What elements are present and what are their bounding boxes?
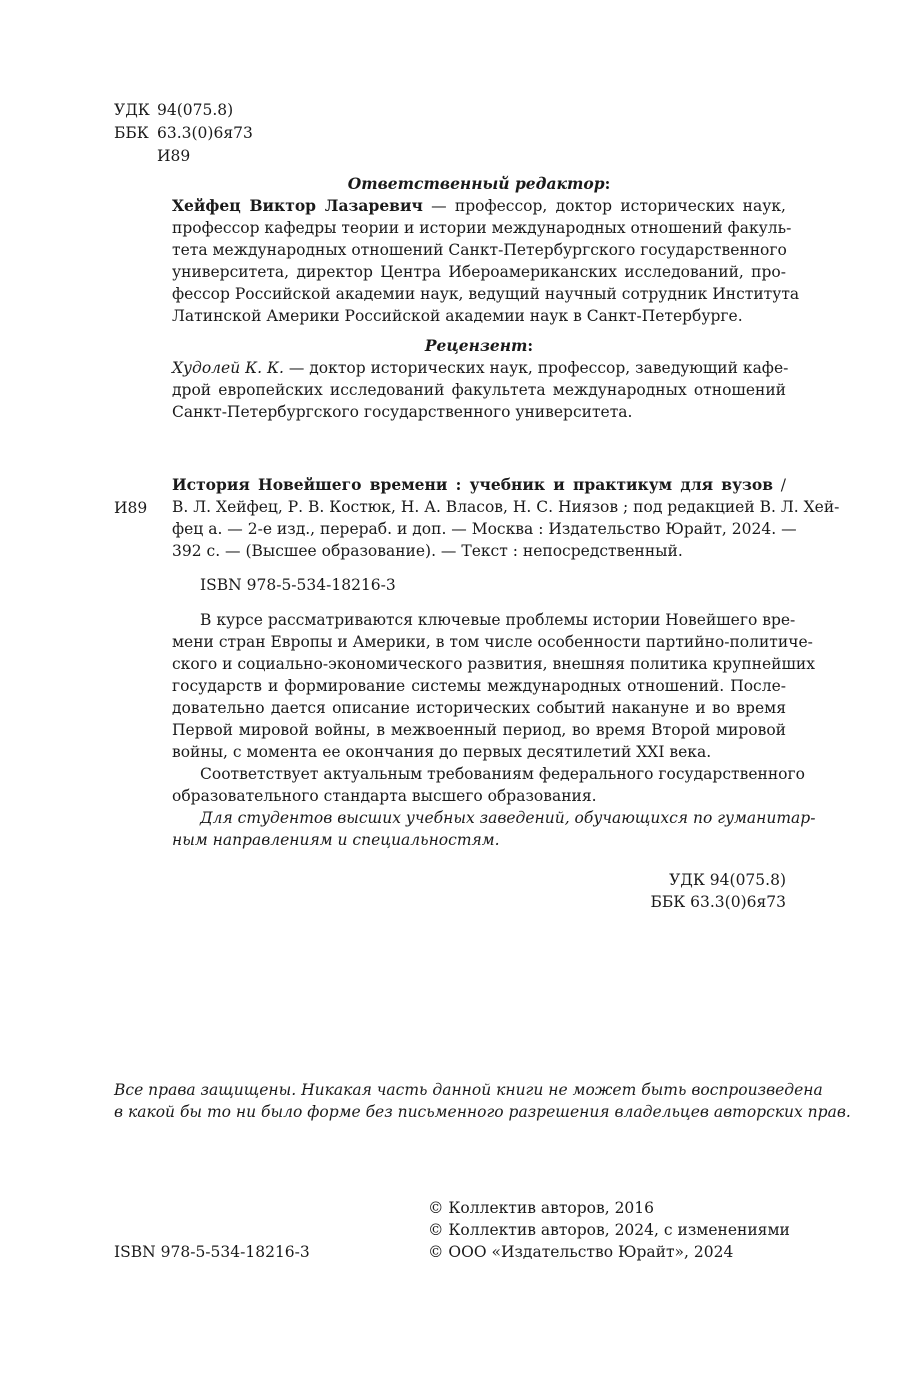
rights-line: в какой бы то ни было форме без письменного разрешения владельцев авторских прав.	[114, 1103, 851, 1121]
reviewer-text	[172, 357, 789, 423]
reviewer-heading-colon: :	[527, 336, 534, 355]
udk-label: УДК	[114, 101, 150, 119]
reviewer-name: Худолей К. К.	[172, 359, 284, 377]
bib-isbn: ISBN 978-5-534-18216-3	[200, 576, 396, 594]
bbk-label: ББК	[114, 124, 149, 142]
rights-line: Все права защищены. Никакая часть данной книги не может быть воспроизведена	[114, 1081, 823, 1099]
bib-line: В. Л. Хейфец, Р. В. Костюк, Н. А. Власов, Н. С. Ниязов ; под редакцией В. Л. Хей-	[172, 498, 840, 516]
reviewer-heading-text: Рецензент	[424, 336, 528, 355]
copyright-line: © Коллектив авторов, 2016	[428, 1199, 655, 1217]
bbk-right: ББК 63.3(0)6я73	[650, 893, 786, 911]
bib-record	[172, 474, 840, 562]
bib-title-tail: /	[773, 476, 787, 494]
rights-notice	[114, 1079, 851, 1123]
annotation-line: Первой мировой войны, в межвоенный период, во время Второй мировой	[172, 721, 786, 739]
footer-isbn: ISBN 978-5-534-18216-3	[114, 1243, 310, 1261]
bib-line: 392 с. — (Высшее образование). — Текст : непосредственный.	[172, 542, 683, 560]
reviewer-line: Худолей К. К. — доктор исторических наук, профессор, заведующий кафе-	[172, 359, 789, 377]
annotation-paragraph-1	[172, 609, 815, 763]
reviewer-line: дрой европейских исследований факультета международных отношений	[172, 381, 786, 399]
editor-heading-text: Ответственный редактор	[347, 174, 605, 193]
editor-heading-colon: :	[604, 174, 611, 193]
copyright-line: © ООО «Издательство Юрайт», 2024	[428, 1243, 734, 1261]
editor-line: фессор Российской академии наук, ведущий научный сотрудник Института	[172, 285, 800, 303]
annotation-line: В курсе рассматриваются ключевые проблемы истории Новейшего вре-	[200, 611, 796, 629]
copyright-line: © Коллектив авторов, 2024, с изменениями	[428, 1221, 790, 1239]
annotation-paragraph-2	[172, 763, 805, 807]
editor-line: Латинской Америки Российской академии наук в Санкт-Петербурге.	[172, 307, 743, 325]
annotation-line: государств и формирование системы международных отношений. После-	[172, 677, 786, 695]
annotation-paragraph-3	[172, 807, 816, 851]
annotation-line: ского и социально-экономического развития, внешняя политика крупнейших	[172, 655, 815, 673]
editor-line: университета, директор Центра Ибероамериканских исследований, про-	[172, 263, 786, 281]
bib-title-line	[172, 474, 786, 496]
editor-line: профессор кафедры теории и истории международных отношений факуль-	[172, 219, 792, 237]
annotation-line: Соответствует актуальным требованиям федерального государственного	[200, 765, 805, 783]
bib-author-mark: И89	[114, 499, 148, 517]
udk-right: УДК 94(075.8)	[669, 871, 786, 889]
bbk-value: 63.3(0)6я73	[157, 124, 253, 142]
editor-line: Хейфец Виктор Лазаревич — профессор, доктор исторических наук,	[172, 196, 786, 215]
bib-line: фец а. — 2-е изд., перераб. и доп. — Москва : Издательство Юрайт, 2024. —	[172, 520, 797, 538]
annotation-line: Для студентов высших учебных заведений, обучающихся по гуманитар-	[200, 809, 816, 827]
annotation-line: мени стран Европы и Америки, в том числе особенности партийно-политиче-	[172, 633, 813, 651]
reviewer-line: Санкт-Петербургского государственного университета.	[172, 403, 633, 421]
editor-text	[172, 195, 800, 327]
author-mark: И89	[157, 147, 191, 165]
annotation-line: ным направлениям и специальностям.	[172, 831, 500, 849]
annotation-line: довательно дается описание исторических событий накануне и во время	[172, 699, 786, 717]
bib-title: История Новейшего времени : учебник и практикум для вузов	[172, 475, 774, 494]
editor-heading	[172, 173, 786, 195]
editor-name: Хейфец Виктор Лазаревич	[172, 196, 423, 215]
editor-line: тета международных отношений Санкт-Петербургского государственного	[172, 241, 787, 259]
annotation-line: образовательного стандарта высшего образования.	[172, 787, 597, 805]
reviewer-heading	[172, 335, 786, 357]
udk-value: 94(075.8)	[157, 101, 234, 119]
annotation-line: войны, с момента ее окончания до первых десятилетий XXI века.	[172, 743, 712, 761]
